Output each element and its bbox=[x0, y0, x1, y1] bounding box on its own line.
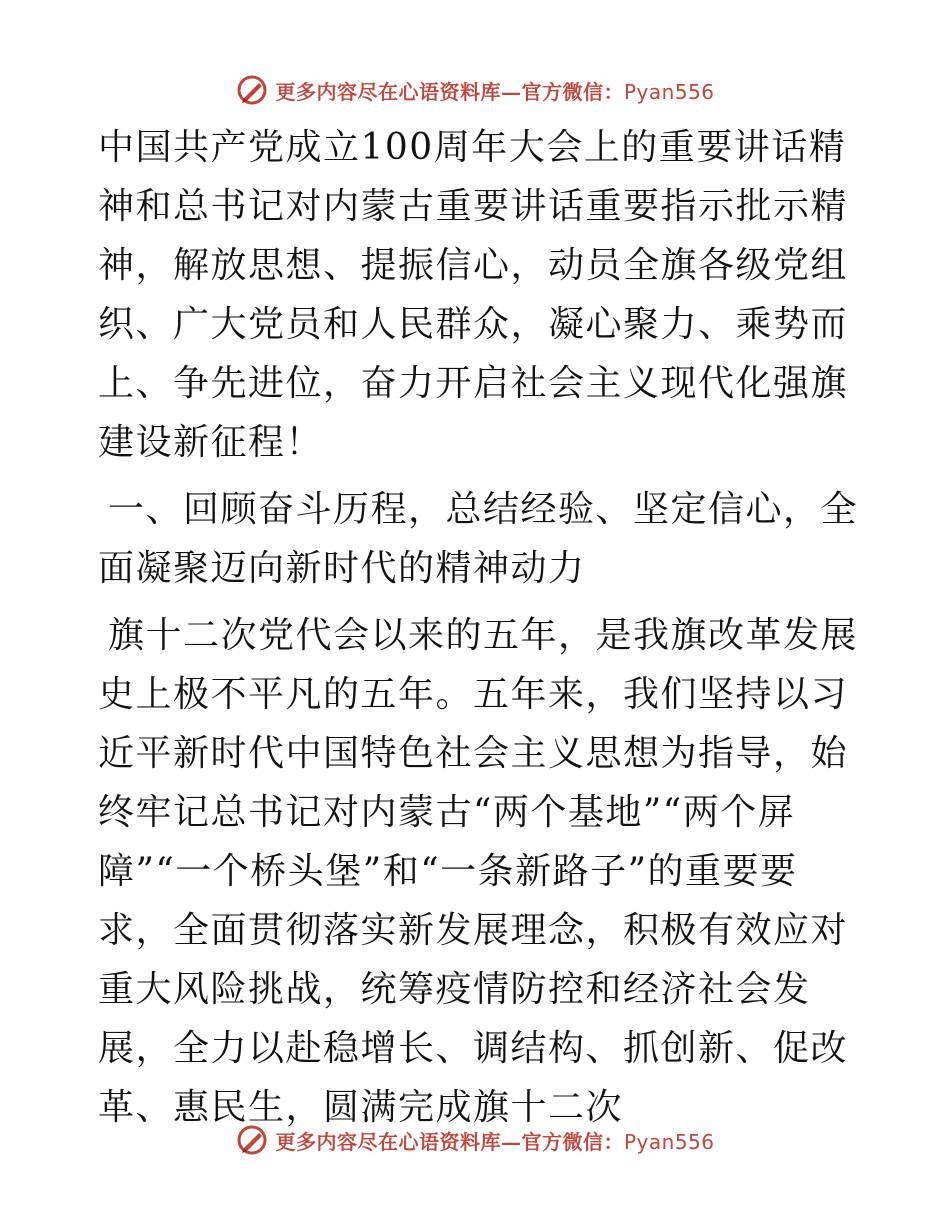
section-heading: 一、回顾奋斗历程，总结经验、坚定信心，全面凝聚迈向新时代的精神动力 bbox=[98, 489, 859, 589]
pen-logo-icon bbox=[235, 1123, 269, 1157]
watermark-text: 更多内容尽在心语资料库—官方微信：Pyan556 bbox=[275, 79, 715, 104]
pen-logo-icon bbox=[235, 73, 269, 107]
document-body bbox=[98, 118, 858, 1137]
watermark-text: 更多内容尽在心语资料库—官方微信：Pyan556 bbox=[275, 1129, 715, 1154]
header-watermark bbox=[0, 70, 950, 110]
paragraph-intro: 中国共产党成立100周年大会上的重要讲话精神和总书记对内蒙古重要讲话重要指示批示精神，解放思想、提振信心，动员全旗各级党组织、广大党员和人民群众，凝心聚力、乘势而上、争先进位，奋力开启社会主义现代化强旗建设新征程！ bbox=[98, 127, 849, 463]
footer-watermark bbox=[0, 1120, 950, 1160]
paragraph-review: 旗十二次党代会以来的五年，是我旗改革发展史上极不平凡的五年。五年来，我们坚持以习近平新时代中国特色社会主义思想为指导，始终牢记总书记对内蒙古“两个基地”“两个屏障”“一个桥头堡”和“一条新路子”的重要要求，全面贯彻落实新发展理念，积极有效应对重大风险挑战，统筹疫情防控和经济社会发展，全力以赴稳增长、调结构、抓创新、促改革、惠民生，圆满完成旗十二次 bbox=[98, 615, 859, 1128]
